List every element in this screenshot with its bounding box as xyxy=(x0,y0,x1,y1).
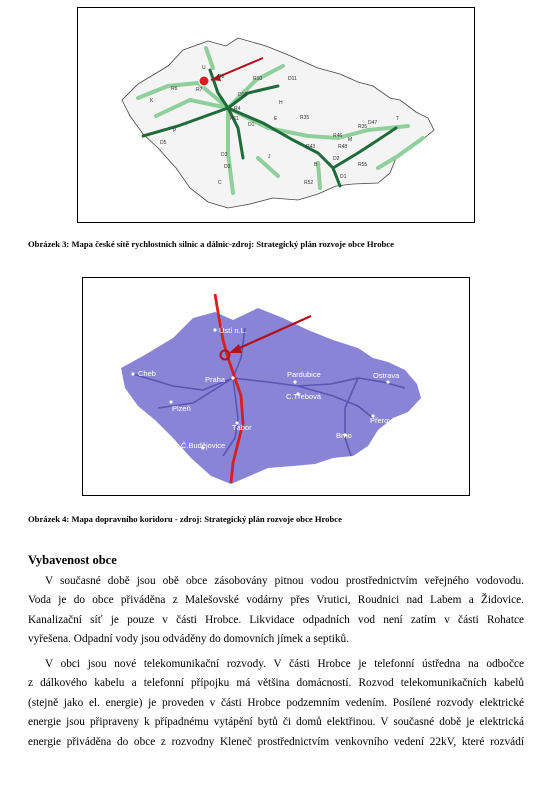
road-label: D3 xyxy=(224,164,231,170)
paragraph-line: V současné době jsou obě obce zásobovány pitnou vodou prostřednictvím veřejného vodovodu. xyxy=(45,575,524,587)
road-label: D47 xyxy=(368,120,378,126)
city-label: Pardubice xyxy=(287,370,321,379)
road-label: B xyxy=(314,162,318,168)
city-label: Brno xyxy=(336,431,352,440)
road-label: R6 xyxy=(171,86,178,92)
paragraph-line: (stejně jako el. energie) je proveden v části Hrobce podzemním vedením. Posílené rozvody elektrické xyxy=(28,696,524,709)
city-label: Břeclav xyxy=(331,457,357,466)
paragraph-line: energie přiváděna do obce z rozvodny Kleneč prostřednictvím venkovního vedení 22kV, které rozvádí xyxy=(28,735,524,748)
road-label: M xyxy=(348,137,353,143)
city-label: Ústí n.L. xyxy=(219,326,247,335)
road-label: R55 xyxy=(358,162,368,168)
city-label: Cheb xyxy=(138,369,156,378)
road-label: E xyxy=(274,116,278,122)
road-label: R11 xyxy=(230,116,239,122)
paragraph-line: z dálkového kabelu a telefonní přípojku má většina domácností. Rozvod telekomunikačních kabelů xyxy=(28,677,524,690)
road-label: D10 xyxy=(238,92,248,98)
city-label: Tábor xyxy=(232,423,252,432)
figure-caption: Obrázek 4: Mapa dopravního koridoru - zdroj: Strategický plán rozvoje obce Hrobce xyxy=(28,514,342,524)
road-network-map-figure xyxy=(77,7,475,223)
paragraph xyxy=(28,572,524,650)
road-label: J xyxy=(268,154,271,160)
road-label: K xyxy=(150,98,154,104)
transport-corridor-map xyxy=(83,278,469,495)
road-label: D2 xyxy=(333,156,340,162)
road-label: C xyxy=(218,180,222,186)
road-label: R48 xyxy=(338,144,348,150)
road-label: R52 xyxy=(304,180,314,186)
paragraph xyxy=(28,655,524,752)
road-label: P xyxy=(173,128,177,134)
city-label: Ostrava xyxy=(373,371,400,380)
city-label: Přerov xyxy=(370,416,393,425)
city-label: Praha xyxy=(205,375,226,384)
road-label: D5 xyxy=(160,140,167,146)
transport-corridor-map-figure xyxy=(82,277,470,496)
road-label: H xyxy=(279,100,283,106)
paragraph-line: V obci jsou nové telekomunikační rozvody. V části Hrobce je telefonní ústředna na odbočce xyxy=(45,658,524,670)
road-label: R7 xyxy=(196,87,203,93)
czech-outline-map xyxy=(122,38,434,208)
road-label: D1 xyxy=(248,122,255,128)
road-label: R4 xyxy=(234,106,241,112)
road-label: D11 xyxy=(288,76,297,82)
road-label: D8 xyxy=(218,74,225,80)
road-label: T xyxy=(396,116,400,122)
city-label: C.Třebová xyxy=(286,392,322,401)
paragraph-line: Voda je do obce přiváděna z Malešovské vodárny přes Vrutici, Roudnici nad Labem a Židovice. xyxy=(28,594,524,607)
city-label: Č.Budějovice xyxy=(181,441,226,450)
road-label: R35 xyxy=(300,115,310,121)
road-label: U xyxy=(202,65,206,71)
road-label: R10 xyxy=(253,76,263,82)
city-label: Plzeň xyxy=(172,404,191,413)
road-label: D1 xyxy=(340,174,347,180)
road-label: D3 xyxy=(221,152,228,158)
road-label: R46 xyxy=(333,133,343,139)
section-heading: Vybavenost obce xyxy=(28,553,117,567)
road-label: R35 xyxy=(358,124,368,130)
paragraph-line: vyřešena. Odpadní vody jsou odváděny do domovních jímek a septiků. xyxy=(28,633,349,646)
paragraph-line: Kanalizační síť je pouze v části Hrobce. Likvidace odpadních vod není zatím v části Rohatce xyxy=(28,613,524,626)
road-label: R43 xyxy=(306,144,316,150)
figure-caption: Obrázek 3: Mapa české sítě rychlostních silnic a dálnic-zdroj: Strategický plán rozvoje obce Hrobce xyxy=(28,239,394,249)
paragraph-line: energie jsou připraveny k případnému vytápění bytů či domů elektřinou. V současné době je elektrická xyxy=(28,716,524,729)
road-network-map xyxy=(78,8,474,222)
